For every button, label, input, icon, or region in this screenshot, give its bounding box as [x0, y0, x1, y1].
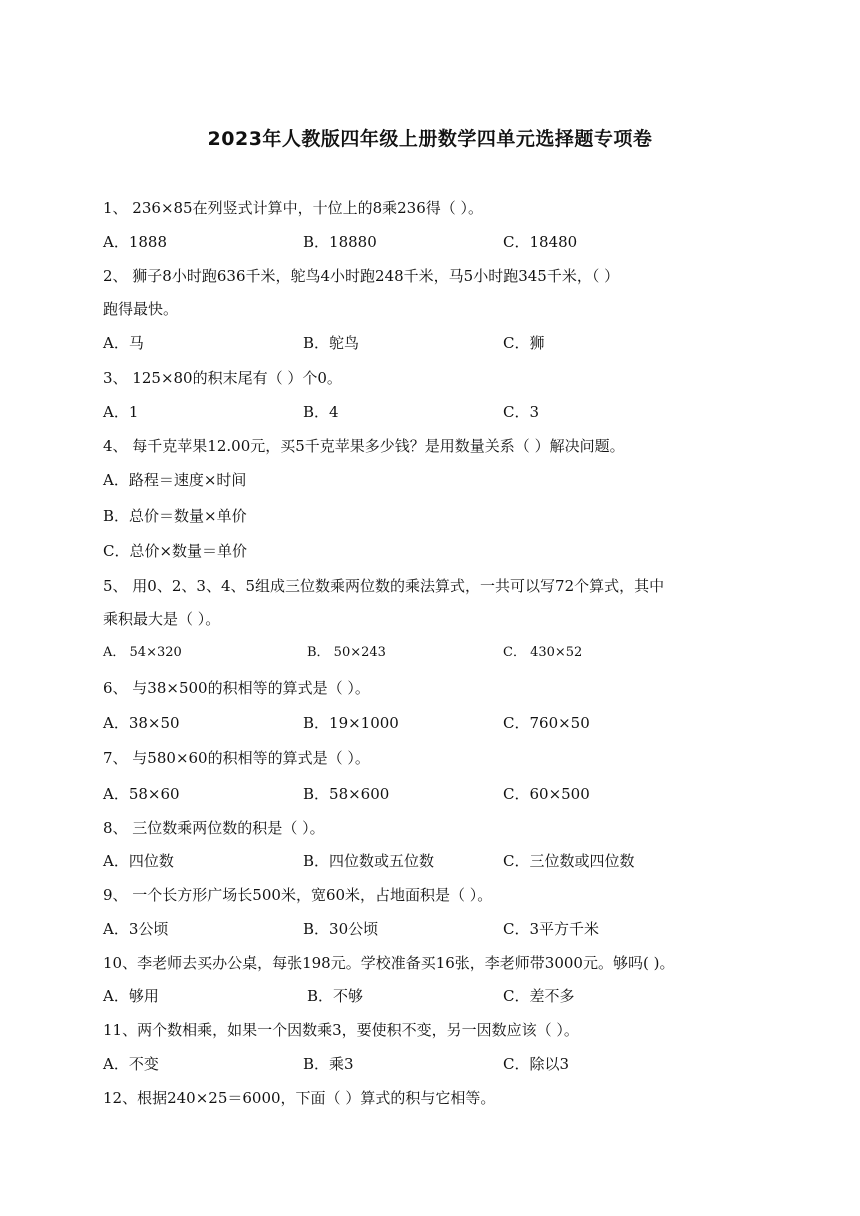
option-c: C．除以3	[503, 1055, 570, 1073]
option-c: C．三位数或四位数	[503, 852, 635, 870]
options-11	[103, 1054, 763, 1074]
question-3: 3、 125×80的积末尾有（ ）个0。	[103, 369, 342, 387]
option-c: C． 430×52	[503, 645, 583, 660]
option-b: B．鸵鸟	[303, 334, 360, 352]
option-a: A．四位数	[103, 852, 174, 870]
option-b: B．19×1000	[303, 714, 399, 732]
option-a: A．1	[103, 403, 139, 421]
option-b: B．58×600	[303, 785, 390, 803]
option-a: A．马	[103, 334, 144, 352]
question-5: 5、 用0、2、3、4、5组成三位数乘两位数的乘法算式，一共可以写72个算式，其中	[103, 577, 665, 595]
options-6	[103, 713, 763, 733]
option-b: B．4	[303, 403, 339, 421]
question-12: 12、根据240×25＝6000，下面（ ）算式的积与它相等。	[103, 1089, 496, 1107]
option-c: C．总价×数量＝单价	[103, 542, 248, 560]
question-5-continued: 乘积最大是（ ）。	[103, 610, 221, 628]
option-b: B．不够	[307, 987, 364, 1005]
option-a: A．路程＝速度×时间	[103, 471, 247, 489]
option-a: A．够用	[103, 987, 159, 1005]
question-8: 8、 三位数乘两位数的积是（ ）。	[103, 819, 325, 837]
question-11: 11、两个数相乘，如果一个因数乘3，要使积不变，另一因数应该（ ）。	[103, 1021, 579, 1039]
options-1	[103, 232, 763, 252]
options-3	[103, 402, 763, 422]
option-b: B． 50×243	[307, 645, 386, 660]
option-c: C．3平方千米	[503, 920, 600, 938]
option-a: A．58×60	[103, 785, 180, 803]
option-c: C．60×500	[503, 785, 590, 803]
option-a: A．3公顷	[103, 920, 169, 938]
question-7: 7、 与580×60的积相等的算式是（ ）。	[103, 749, 370, 767]
question-10: 10、李老师去买办公桌，每张198元。学校准备买16张，李老师带3000元。够吗( )。	[103, 954, 675, 972]
option-b: B．总价＝数量×单价	[103, 507, 247, 525]
question-2: 2、 狮子8小时跑636千米，鸵鸟4小时跑248千米，马5小时跑345千米，（ ）	[103, 267, 620, 285]
options-8	[103, 851, 763, 871]
option-a: A．不变	[103, 1055, 159, 1073]
options-2	[103, 333, 763, 353]
options-9	[103, 919, 763, 939]
question-9: 9、 一个长方形广场长500米，宽60米，占地面积是（ ）。	[103, 886, 493, 904]
question-2-continued: 跑得最快。	[103, 300, 179, 318]
option-c: C．差不多	[503, 987, 575, 1005]
page-title: 2023年人教版四年级上册数学四单元选择题专项卷	[207, 128, 653, 150]
option-a: A．1888	[103, 233, 168, 251]
option-c: C．760×50	[503, 714, 590, 732]
options-5	[103, 643, 763, 663]
option-a: A．38×50	[103, 714, 180, 732]
option-c: C．18480	[503, 233, 578, 251]
option-b: B．18880	[303, 233, 377, 251]
option-b: B．四位数或五位数	[303, 852, 435, 870]
options-7	[103, 784, 763, 804]
option-b: B．30公顷	[303, 920, 379, 938]
option-c: C．3	[503, 403, 540, 421]
option-a: A． 54×320	[103, 645, 182, 660]
options-10	[103, 986, 763, 1006]
question-6: 6、 与38×500的积相等的算式是（ ）。	[103, 679, 370, 697]
option-b: B．乘3	[303, 1055, 354, 1073]
question-4: 4、 每千克苹果12.00元，买5千克苹果多少钱？是用数量关系（ ）解决问题。	[103, 437, 625, 455]
option-c: C．狮	[503, 334, 545, 352]
question-1: 1、 236×85在列竖式计算中，十位上的8乘236得（ ）。	[103, 199, 484, 217]
